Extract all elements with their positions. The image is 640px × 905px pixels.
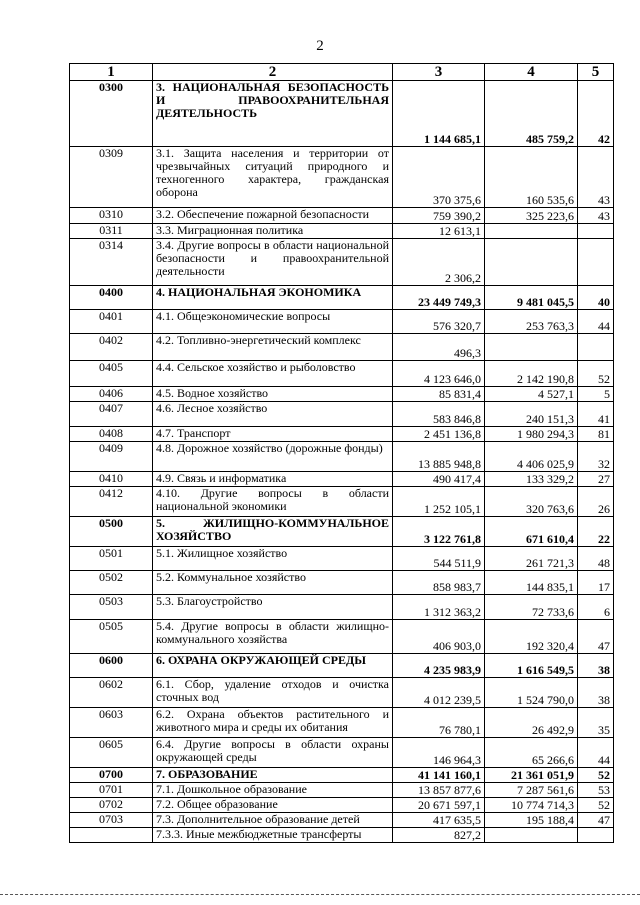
name-cell: 5.2. Коммунальное хозяйство	[153, 571, 393, 595]
name-cell: 5.1. Жилищное хозяйство	[153, 547, 393, 571]
value-col-3: 576 320,7	[393, 310, 485, 334]
value-col-3: 490 417,4	[393, 472, 485, 487]
name-cell: 7.1. Дошкольное образование	[153, 783, 393, 798]
value-col-5: 5	[578, 387, 614, 402]
header-col-5: 5	[578, 64, 614, 81]
table-row	[70, 768, 614, 783]
code-cell: 0600	[70, 654, 153, 678]
name-cell: 7.3. Дополнительное образование детей	[153, 813, 393, 828]
value-col-3: 417 635,5	[393, 813, 485, 828]
code-cell: 0502	[70, 571, 153, 595]
name-cell: 5.4. Другие вопросы в области жилищно-коммунального хозяйства	[153, 620, 393, 654]
value-col-4: 9 481 045,5	[485, 286, 578, 310]
value-col-3: 146 964,3	[393, 738, 485, 768]
code-cell: 0314	[70, 239, 153, 286]
name-cell: 4.7. Транспорт	[153, 427, 393, 442]
name-cell: 6.1. Сбор, удаление отходов и очистка сточных вод	[153, 678, 393, 708]
name-cell: 4.4. Сельское хозяйство и рыболовство	[153, 361, 393, 387]
value-col-3: 13 857 877,6	[393, 783, 485, 798]
value-col-5: 42	[578, 81, 614, 147]
name-cell: 3.2. Обеспечение пожарной безопасности	[153, 208, 393, 224]
name-cell: 4.10. Другие вопросы в области национальной экономики	[153, 487, 393, 517]
value-col-5: 53	[578, 783, 614, 798]
code-cell	[70, 828, 153, 843]
code-cell: 0407	[70, 402, 153, 427]
name-cell: 3.1. Защита населения и территории от чрезвычайных ситуаций природного и техногенного характера, гражданская оборона	[153, 147, 393, 208]
value-col-4: 261 721,3	[485, 547, 578, 571]
code-cell: 0311	[70, 224, 153, 239]
table-row	[70, 828, 614, 843]
value-col-3: 1 252 105,1	[393, 487, 485, 517]
value-col-3: 3 122 761,8	[393, 517, 485, 547]
code-cell: 0603	[70, 708, 153, 738]
name-cell: 6.4. Другие вопросы в области охраны окружающей среды	[153, 738, 393, 768]
table-row	[70, 224, 614, 239]
value-col-3: 1 312 363,2	[393, 595, 485, 620]
value-col-4: 253 763,3	[485, 310, 578, 334]
name-cell: 3.4. Другие вопросы в области национальной безопасности и правоохранительной деятельности	[153, 239, 393, 286]
table-row	[70, 813, 614, 828]
value-col-4: 192 320,4	[485, 620, 578, 654]
code-cell: 0605	[70, 738, 153, 768]
value-col-3: 4 235 983,9	[393, 654, 485, 678]
value-col-3: 544 511,9	[393, 547, 485, 571]
table-row	[70, 708, 614, 738]
code-cell: 0505	[70, 620, 153, 654]
code-cell: 0401	[70, 310, 153, 334]
value-col-4	[485, 224, 578, 239]
value-col-5: 27	[578, 472, 614, 487]
value-col-5: 38	[578, 678, 614, 708]
table-row	[70, 798, 614, 813]
code-cell: 0310	[70, 208, 153, 224]
value-col-5: 35	[578, 708, 614, 738]
table-row	[70, 310, 614, 334]
value-col-3: 85 831,4	[393, 387, 485, 402]
value-col-3: 406 903,0	[393, 620, 485, 654]
value-col-4: 7 287 561,6	[485, 783, 578, 798]
name-cell: 4.2. Топливно-энергетический комплекс	[153, 334, 393, 361]
value-col-5: 43	[578, 147, 614, 208]
value-col-3: 759 390,2	[393, 208, 485, 224]
scan-edge	[0, 894, 640, 899]
code-cell: 0500	[70, 517, 153, 547]
value-col-5	[578, 239, 614, 286]
value-col-5: 44	[578, 738, 614, 768]
code-cell: 0408	[70, 427, 153, 442]
value-col-3: 23 449 749,3	[393, 286, 485, 310]
name-cell: 3. НАЦИОНАЛЬНАЯ БЕЗОПАСНОСТЬ И ПРАВООХРАНИТЕЛЬНАЯ ДЕЯТЕЛЬНОСТЬ	[153, 81, 393, 147]
value-col-3: 4 123 646,0	[393, 361, 485, 387]
table-row	[70, 334, 614, 361]
value-col-3: 4 012 239,5	[393, 678, 485, 708]
value-col-5: 32	[578, 442, 614, 472]
value-col-5: 17	[578, 571, 614, 595]
code-cell: 0602	[70, 678, 153, 708]
value-col-5: 38	[578, 654, 614, 678]
value-col-3: 41 141 160,1	[393, 768, 485, 783]
code-cell: 0702	[70, 798, 153, 813]
name-cell: 5. ЖИЛИЩНО-КОММУНАЛЬНОЕ ХОЗЯЙСТВО	[153, 517, 393, 547]
name-cell: 7.3.3. Иные межбюджетные трансферты	[153, 828, 393, 843]
code-cell: 0412	[70, 487, 153, 517]
code-cell: 0309	[70, 147, 153, 208]
code-cell: 0410	[70, 472, 153, 487]
table-row	[70, 678, 614, 708]
value-col-3: 13 885 948,8	[393, 442, 485, 472]
value-col-3: 76 780,1	[393, 708, 485, 738]
value-col-4: 195 188,4	[485, 813, 578, 828]
value-col-3: 370 375,6	[393, 147, 485, 208]
value-col-4: 133 329,2	[485, 472, 578, 487]
value-col-4: 325 223,6	[485, 208, 578, 224]
header-row	[70, 64, 614, 81]
value-col-5: 43	[578, 208, 614, 224]
table-row	[70, 286, 614, 310]
table-row	[70, 239, 614, 286]
value-col-4: 4 406 025,9	[485, 442, 578, 472]
name-cell: 6. ОХРАНА ОКРУЖАЮЩЕЙ СРЕДЫ	[153, 654, 393, 678]
value-col-4: 240 151,3	[485, 402, 578, 427]
value-col-3: 858 983,7	[393, 571, 485, 595]
value-col-4	[485, 828, 578, 843]
code-cell: 0501	[70, 547, 153, 571]
value-col-4: 1 616 549,5	[485, 654, 578, 678]
budget-table	[69, 63, 614, 843]
code-cell: 0300	[70, 81, 153, 147]
value-col-4: 26 492,9	[485, 708, 578, 738]
header-col-4: 4	[485, 64, 578, 81]
code-cell: 0701	[70, 783, 153, 798]
name-cell: 4. НАЦИОНАЛЬНАЯ ЭКОНОМИКА	[153, 286, 393, 310]
value-col-5: 40	[578, 286, 614, 310]
code-cell: 0405	[70, 361, 153, 387]
value-col-5: 81	[578, 427, 614, 442]
header-col-3: 3	[393, 64, 485, 81]
value-col-5: 26	[578, 487, 614, 517]
value-col-3: 12 613,1	[393, 224, 485, 239]
table-row	[70, 517, 614, 547]
value-col-3: 827,2	[393, 828, 485, 843]
value-col-4: 144 835,1	[485, 571, 578, 595]
value-col-4: 10 774 714,3	[485, 798, 578, 813]
value-col-4: 21 361 051,9	[485, 768, 578, 783]
table-row	[70, 472, 614, 487]
value-col-5: 41	[578, 402, 614, 427]
page-number: 2	[316, 38, 324, 54]
value-col-4: 485 759,2	[485, 81, 578, 147]
table-row	[70, 147, 614, 208]
value-col-5	[578, 334, 614, 361]
header-col-2: 2	[153, 64, 393, 81]
value-col-4: 65 266,6	[485, 738, 578, 768]
name-cell: 5.3. Благоустройство	[153, 595, 393, 620]
code-cell: 0402	[70, 334, 153, 361]
value-col-4: 160 535,6	[485, 147, 578, 208]
table-row	[70, 783, 614, 798]
code-cell: 0703	[70, 813, 153, 828]
value-col-4: 2 142 190,8	[485, 361, 578, 387]
table-row	[70, 81, 614, 147]
code-cell: 0409	[70, 442, 153, 472]
code-cell: 0400	[70, 286, 153, 310]
code-cell: 0406	[70, 387, 153, 402]
value-col-5	[578, 224, 614, 239]
value-col-4: 72 733,6	[485, 595, 578, 620]
name-cell: 4.1. Общеэкономические вопросы	[153, 310, 393, 334]
value-col-3: 20 671 597,1	[393, 798, 485, 813]
table-body	[70, 81, 614, 843]
code-cell: 0503	[70, 595, 153, 620]
value-col-5: 47	[578, 620, 614, 654]
name-cell: 4.5. Водное хозяйство	[153, 387, 393, 402]
value-col-5	[578, 828, 614, 843]
value-col-4: 1 524 790,0	[485, 678, 578, 708]
table-row	[70, 595, 614, 620]
table-row	[70, 427, 614, 442]
name-cell: 4.6. Лесное хозяйство	[153, 402, 393, 427]
value-col-5: 6	[578, 595, 614, 620]
value-col-5: 22	[578, 517, 614, 547]
name-cell: 6.2. Охрана объектов растительного и животного мира и среды их обитания	[153, 708, 393, 738]
table-row	[70, 487, 614, 517]
value-col-4: 671 610,4	[485, 517, 578, 547]
table-row	[70, 442, 614, 472]
table-row	[70, 387, 614, 402]
table-row	[70, 361, 614, 387]
table-row	[70, 402, 614, 427]
value-col-4: 4 527,1	[485, 387, 578, 402]
table-row	[70, 208, 614, 224]
table-row	[70, 620, 614, 654]
name-cell: 7.2. Общее образование	[153, 798, 393, 813]
header-col-1: 1	[70, 64, 153, 81]
value-col-5: 48	[578, 547, 614, 571]
value-col-5: 52	[578, 798, 614, 813]
value-col-3: 583 846,8	[393, 402, 485, 427]
value-col-5: 44	[578, 310, 614, 334]
code-cell: 0700	[70, 768, 153, 783]
table-row	[70, 738, 614, 768]
value-col-3: 2 306,2	[393, 239, 485, 286]
table-row	[70, 571, 614, 595]
value-col-4: 320 763,6	[485, 487, 578, 517]
table-row	[70, 547, 614, 571]
value-col-4	[485, 239, 578, 286]
name-cell: 4.8. Дорожное хозяйство (дорожные фонды)	[153, 442, 393, 472]
value-col-5: 52	[578, 361, 614, 387]
value-col-5: 52	[578, 768, 614, 783]
value-col-4	[485, 334, 578, 361]
name-cell: 4.9. Связь и информатика	[153, 472, 393, 487]
value-col-3: 2 451 136,8	[393, 427, 485, 442]
name-cell: 7. ОБРАЗОВАНИЕ	[153, 768, 393, 783]
value-col-5: 47	[578, 813, 614, 828]
table-row	[70, 654, 614, 678]
value-col-3: 1 144 685,1	[393, 81, 485, 147]
name-cell: 3.3. Миграционная политика	[153, 224, 393, 239]
value-col-4: 1 980 294,3	[485, 427, 578, 442]
value-col-3: 496,3	[393, 334, 485, 361]
